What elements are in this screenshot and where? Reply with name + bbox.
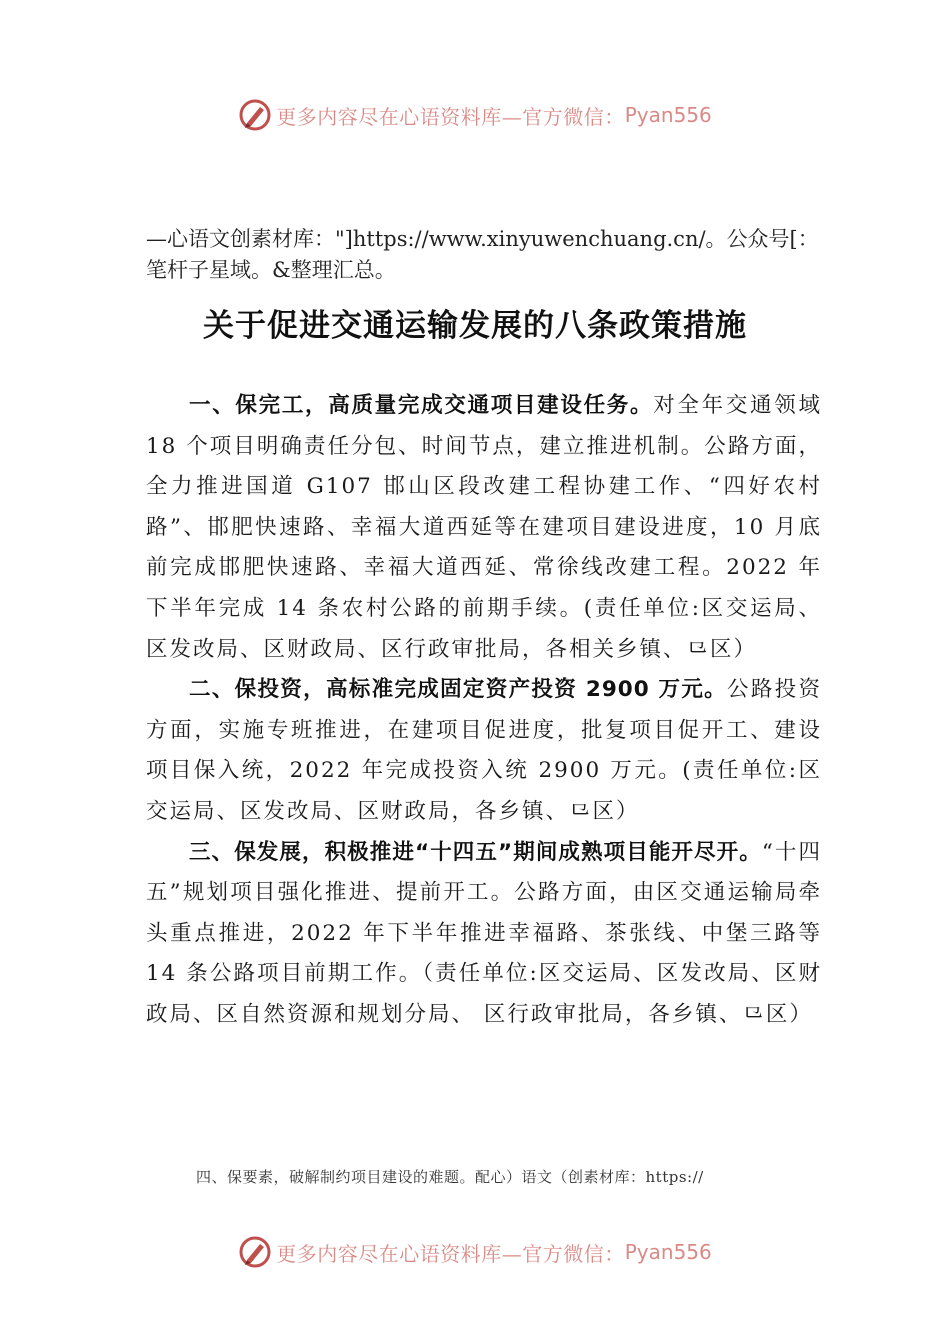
document-title: 关于促进交通运输发展的八条政策措施 bbox=[203, 308, 747, 344]
banner-text: 更多内容尽在心语资料库—官方微信： bbox=[276, 104, 625, 129]
paragraph-3 bbox=[146, 833, 822, 1036]
paragraph-heading: 二、保投资，高标准完成固定资产投资 2900 万元。 bbox=[189, 677, 728, 703]
footnote-line: 四、保要素，破解制约项目建设的难题。配心）语文（创素材库：https:// bbox=[196, 1168, 704, 1186]
paragraph-1 bbox=[146, 386, 822, 670]
banner-handle: Pyan556 bbox=[624, 103, 712, 127]
paragraph-text: 公路投资方面，实施专班推进，在建项目促进度，批复项目促开工、建设项目保入统，2022 年完成投资入统 2900 万元。(责任单位:区交运局、区发改局、区财政局，各乡镇、⺋区） bbox=[146, 677, 822, 824]
paragraph-text: “十四五”规划项目强化推进、提前开工。公路方面，由区交通运输局牵头重点推进，2022 年下半年推进幸福路、茶张线、中堡三路等 14 条公路项目前期工作。（责任单位:区交运局、区发改局、区财政局、区自然资源和规划分局、 区行政审批局，各乡镇、⺋区） bbox=[146, 839, 822, 1027]
paragraph-heading: 一、保完工，高质量完成交通项目建设任务。 bbox=[189, 393, 654, 418]
pen-logo-icon bbox=[238, 98, 272, 132]
paragraph-text: 对全年交通领域 18 个项目明确责任分包、时间节点，建立推进机制。公路方面，全力推进国道 G107 邯山区段改建工程协建工作、“四好农村路”、邯肥快速路、幸福大道西延等在建项目建设进度，10 月底前完成邯肥快速路、幸福大道西延、常徐线改建工程。2022 年下半年完成 14 条农村公路的前期手续。(责任单位:区交运局、区发改局、区财政局、区行政审批局，各相关乡镇、⺋区） bbox=[146, 393, 822, 662]
header-banner bbox=[0, 95, 950, 135]
paragraph-2 bbox=[146, 670, 822, 832]
banner-text: 更多内容尽在心语资料库—官方微信： bbox=[276, 1241, 625, 1266]
pen-logo-icon bbox=[238, 1235, 272, 1269]
footer-banner bbox=[0, 1232, 950, 1272]
banner-handle: Pyan556 bbox=[624, 1240, 712, 1264]
document-body bbox=[146, 386, 822, 1036]
source-line: —心语文创素材库："]https://www.xinyuwenchuang.cn/。公众号[：笔杆子星域。&整理汇总。 bbox=[146, 227, 819, 282]
paragraph-heading: 三、保发展，积极推进“十四五”期间成熟项目能开尽开。 bbox=[189, 839, 762, 865]
